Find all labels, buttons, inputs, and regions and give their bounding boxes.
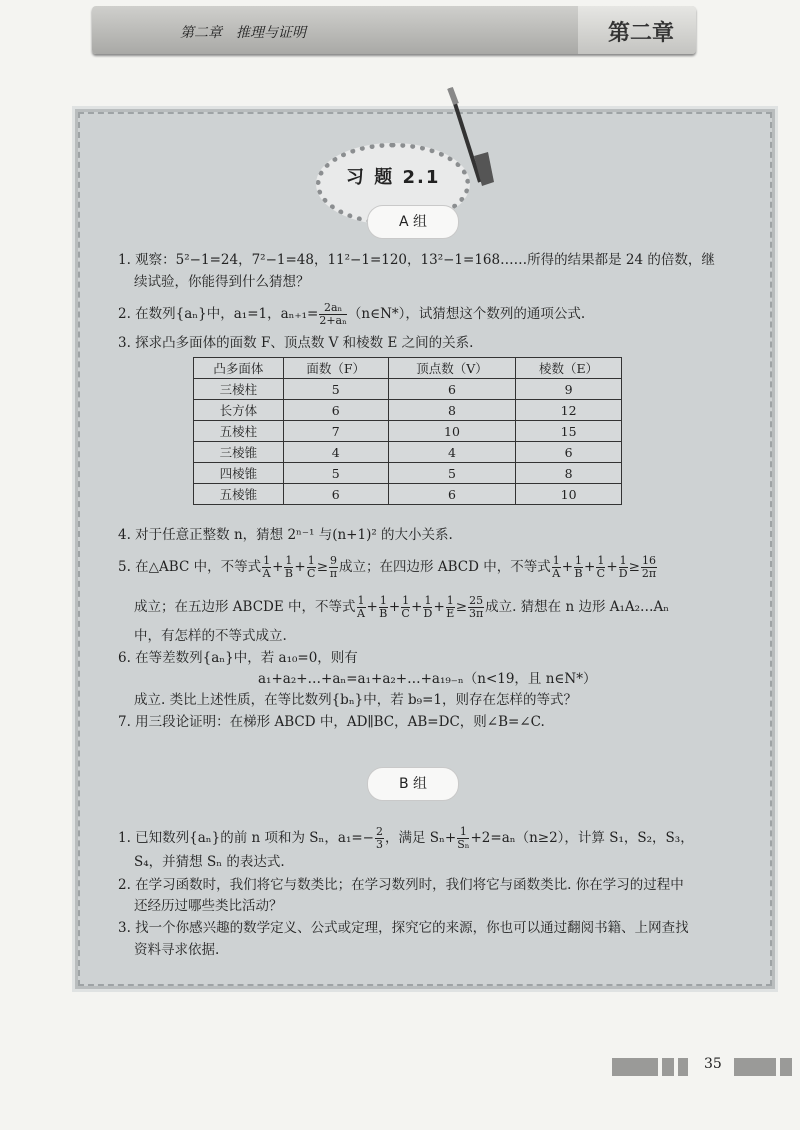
fraction: $\frac{2}{3}$ (375, 825, 383, 851)
table-cell: 6 (516, 442, 622, 463)
table-row (194, 463, 622, 484)
problem-b2-line1: 2. 在学习函数时，我们将它与数类比；在学习数列时，我们将它与函数类比. 你在学习的过程中 (118, 877, 684, 893)
problem-a5-line1: 5. 在△ABC 中，不等式 $\frac{1}{A}$ + $\frac{1}{B}$ + $\frac{1}{C}$ ≥ $\frac{9}{\pi}$ 成立；在四边形 ABCD 中，不等式 $\frac{1}{A}$ + $\frac{1}{B}$ + $\frac{1}{C}$ + $\frac{1}{D}$ ≥ $\frac{16}{2\pi}$ (118, 554, 657, 580)
problem-a3: 3. 探求凸多面体的面数 F、顶点数 V 和棱数 E 之间的关系. (118, 335, 474, 351)
table-header: 顶点数（V） (388, 358, 516, 379)
table-cell: 4 (388, 442, 516, 463)
footer-bar (612, 1058, 658, 1076)
polyhedra-table (193, 357, 622, 505)
table-row (194, 442, 622, 463)
problem-b3-line2: 资料寻求依据. (134, 942, 220, 958)
fraction: $\frac{1}{A}$ (262, 554, 271, 580)
table-row (194, 484, 622, 505)
problem-a6-line1: 6. 在等差数列{aₙ}中，若 a₁₀=0，则有 (118, 650, 358, 666)
table-cell: 四棱锥 (194, 463, 284, 484)
problem-a6-line2: a₁+a₂+…+aₙ=a₁+a₂+…+a₁₉₋ₙ（n<19，且 n∈N*） (258, 671, 597, 687)
fraction: $\frac{1}{E}$ (446, 594, 455, 620)
problem-a4: 4. 对于任意正整数 n，猜想 2ⁿ⁻¹ 与(n+1)² 的大小关系. (118, 527, 453, 543)
problem-b1-line2: S₄，并猜想 Sₙ 的表达式. (134, 854, 285, 870)
table-cell: 12 (516, 400, 622, 421)
table-cell: 8 (516, 463, 622, 484)
footer-bar (780, 1058, 792, 1076)
problem-b1-text: +2=aₙ（n≥2），计算 S₁，S₂，S₃， (470, 830, 694, 846)
fraction: $\frac{1}{B}$ (379, 594, 388, 620)
fraction: $\frac{1}{B}$ (284, 554, 293, 580)
problem-b3-line1: 3. 找一个你感兴趣的数学定义、公式或定理，探究它的来源，你也可以通过翻阅书籍、上网查找 (118, 920, 689, 936)
table-header: 凸多面体 (194, 358, 284, 379)
table-cell: 长方体 (194, 400, 284, 421)
pen-icon (440, 86, 500, 196)
fraction: $\frac{\text{2aₙ}}{\text{2+aₙ}}$ (319, 301, 347, 327)
fraction: $\frac{1}{D}$ (618, 554, 628, 580)
problem-a5-text: 5. 在△ABC 中，不等式 (118, 559, 262, 575)
table-row (194, 400, 622, 421)
fraction: $\frac{1}{A}$ (357, 594, 365, 620)
fraction: $\frac{1}{D}$ (423, 594, 433, 620)
table-cell: 6 (283, 400, 388, 421)
problem-a6-line3: 成立. 类比上述性质，在等比数列{bₙ}中，若 b₉=1，则存在怎样的等式？ (134, 692, 577, 708)
problem-b1-line1 (118, 826, 694, 851)
problem-a2-pre: 2. 在数列{aₙ}中，a₁=1，aₙ₊₁= (118, 306, 319, 322)
problem-a5-line3: 中，有怎样的不等式成立. (134, 628, 287, 644)
table-cell: 三棱柱 (194, 379, 284, 400)
fraction: $\frac{25}{3\pi}$ (468, 594, 484, 620)
problem-a7: 7. 用三段论证明：在梯形 ABCD 中，AD∥BC，AB=DC，则∠B=∠C. (118, 714, 545, 730)
fraction: $\frac{1}{\text{Sₙ}}$ (457, 825, 470, 851)
problem-a2-post: （n∈N*），试猜想这个数列的通项公式. (347, 306, 586, 322)
table-cell: 5 (283, 379, 388, 400)
fraction: $\frac{1}{B}$ (574, 554, 583, 580)
fraction: $\frac{1}{A}$ (552, 554, 561, 580)
footer-bar (678, 1058, 688, 1076)
table-cell: 6 (283, 484, 388, 505)
table-cell: 三棱锥 (194, 442, 284, 463)
problem-b1-text: 1. 已知数列{aₙ}的前 n 项和为 Sₙ，a₁=− (118, 830, 374, 846)
header-title: 第二章 推理与证明 (180, 25, 306, 41)
problem-a2 (118, 302, 585, 327)
fraction: $\frac{1}{C}$ (401, 594, 410, 620)
table-row (194, 379, 622, 400)
footer-bar (662, 1058, 674, 1076)
problem-a1-line2: 续试验，你能得到什么猜想？ (134, 274, 310, 290)
table-cell: 6 (388, 379, 516, 400)
table-header-row (194, 358, 622, 379)
table-cell: 10 (516, 484, 622, 505)
table-cell: 五棱锥 (194, 484, 284, 505)
table-header: 面数（F） (283, 358, 388, 379)
group-b-pill: B 组 (367, 767, 459, 801)
problem-b1-text: ，满足 Sₙ+ (384, 830, 457, 846)
table-cell: 10 (388, 421, 516, 442)
problem-b2-line2: 还经历过哪些类比活动？ (134, 898, 283, 914)
table-cell: 6 (388, 484, 516, 505)
problem-a5-text: 成立. 猜想在 n 边形 A₁A₂…Aₙ (485, 599, 670, 615)
table-row (194, 421, 622, 442)
table-cell: 7 (283, 421, 388, 442)
group-a-pill: A 组 (367, 205, 459, 239)
chapter-label: 第二章 (608, 21, 675, 46)
problem-a5-line2: 成立；在五边形 ABCDE 中，不等式 $\frac{1}{A}$ + $\frac{1}{B}$ + $\frac{1}{C}$ + $\frac{1}{D}$ + $\frac{1}{E}$ ≥ $\frac{25}{3\pi}$ 成立. 猜想在 n 边形 A₁A₂…Aₙ (134, 594, 670, 620)
fraction: $\frac{9}{\pi}$ (329, 554, 338, 580)
problem-a5-text: 成立；在四边形 ABCD 中，不等式 (339, 559, 551, 575)
problem-a1-line1: 1. 观察：5²−1=24，7²−1=48，11²−1=120，13²−1=168……所得的结果都是 24 的倍数，继 (118, 252, 715, 268)
footer-bar (734, 1058, 776, 1076)
table-cell: 5 (283, 463, 388, 484)
table-cell: 5 (388, 463, 516, 484)
problem-a5-text: 成立；在五边形 ABCDE 中，不等式 (134, 599, 356, 615)
table-cell: 15 (516, 421, 622, 442)
exercise-title: 习 题 2.1 (346, 167, 441, 188)
page-number: 35 (704, 1056, 722, 1072)
fraction: $\frac{16}{2\pi}$ (641, 554, 657, 580)
table-cell: 4 (283, 442, 388, 463)
table-cell: 8 (388, 400, 516, 421)
fraction: $\frac{1}{C}$ (596, 554, 606, 580)
table-cell: 9 (516, 379, 622, 400)
table-cell: 五棱柱 (194, 421, 284, 442)
table-header: 棱数（E） (516, 358, 622, 379)
fraction: $\frac{1}{C}$ (307, 554, 316, 580)
